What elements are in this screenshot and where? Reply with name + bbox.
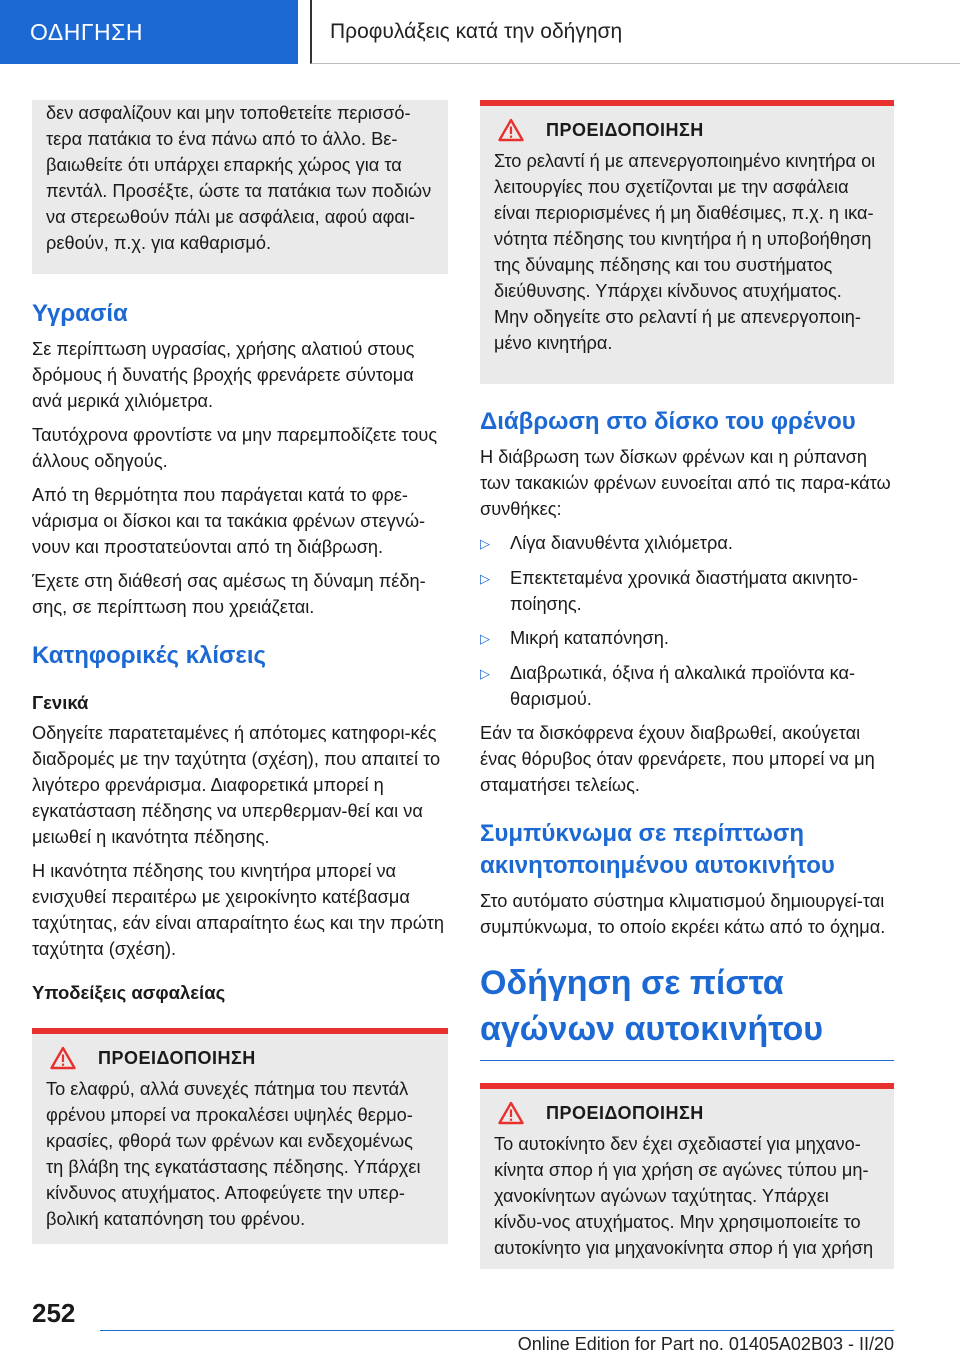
corrosion-paragraph-1: Η διάβρωση των δίσκων φρένων και η ρύπανση των τακακιών φρένων ευνοείται από τις παρα-κάτω συνθήκες: [480,447,891,519]
intro-note-text: δεν ασφαλίζουν και μην τοποθετείτε περισσό-τερα πατάκια το ένα πάνω από το άλλο. Βε-βαιωθείτε ότι υπάρχει επαρκής χώρος για τα πεντάλ. Προσέξτε, ώστε τα πατάκια των ποδιών να στερεωθούν πάλι με ασφάλεια, αφού αφαι-ρεθούν, π.χ. για καθαρισμό. [46,103,432,253]
condensation-paragraph: Στο αυτόματο σύστημα κλιματισμού δημιουργεί-ται συμπύκνωμα, το οποίο εκρέει κάτω από το όχημα. [480,891,886,937]
triangle-bullet-icon: ▷ [480,666,490,681]
warning-label: ΠΡΟΕΙΔΟΠΟΙΗΣΗ [98,1047,256,1068]
warning-label: ΠΡΟΕΙΔΟΠΟΙΗΣΗ [546,1102,704,1123]
list-item: ▷ Επεκτεταμένα χρονικά διαστήματα ακινητο-ποίησης. [480,565,894,617]
page-title: Προφυλάξεις κατά την οδήγηση [310,0,960,64]
left-column [32,100,448,1244]
racetrack-heading: Οδήγηση σε πίστα αγώνων αυτοκινήτου [480,964,824,1048]
triangle-bullet-icon: ▷ [480,536,490,551]
warning-triangle-icon [50,1046,76,1070]
general-paragraph-1: Οδηγείτε παρατεταμένες ή απότομες κατηφορι-κές διαδρομές με την ταχύτητα (σχέση), που απαιτεί το λιγότερο φρενάρισμα. Διαφορετικά μπορεί η εγκατάσταση πέδησης να υπερθερμαν-θεί και να μειωθεί η ικανότητα πέδησης. [32,723,441,847]
warning-text: Το ελαφρύ, αλλά συνεχές πάτημα του πεντάλ φρένου μπορεί να προκαλέσει υψηλές θερμο-κρασίες, φθορά των φρένων και ενδεχομένως τη βλάβη της εγκατάστασης πέδησης. Υπάρχει κίνδυνος ατυχήματος. Αποφεύγετε την υπερ-βολική καταπόνηση του φρένου. [46,1079,421,1229]
right-column [480,100,894,1269]
corrosion-heading: Διάβρωση στο δίσκο του φρένου [480,408,856,435]
humidity-paragraph-1: Σε περίπτωση υγρασίας, χρήσης αλατιού στους δρόμους ή δυνατής βροχής φρενάρετε σύντομα ανά μερικά χιλιόμετρα. [32,339,415,411]
warning-text: Στο ρελαντί ή με απενεργοποιημένο κινητήρα οι λειτουργίες που σχετίζονται με την ασφάλεια είναι περιορισμένες ή μη διαθέσιμες, π.χ. η ικα-νότητα πέδησης του κινητήρα ή η υποβοήθηση της δύναμης πέδησης και του συστήματος διεύθυνσης. Υπάρχει κίνδυνος ατυχήματος. Μην οδηγείτε στο ρελαντί ή με απενεργοποιη-μένο κινητήρα. [494,151,876,353]
warning-triangle-icon [498,118,524,142]
corrosion-conditions-list [480,530,894,712]
condensation-heading: Συμπύκνωμα σε περίπτωση ακινητοποιημένου αυτοκινήτου [480,820,835,879]
section-tab: ΟΔΗΓΗΣΗ [0,0,298,64]
triangle-bullet-icon: ▷ [480,631,490,646]
humidity-paragraph-3: Από τη θερμότητα που παράγεται κατά το φρε-νάρισμα οι δίσκοι και τα τακάκια φρένων στεγνώ-νουν και προστατεύονται από τη διάβρωση. [32,485,426,557]
humidity-heading: Υγρασία [32,300,128,327]
warning-label: ΠΡΟΕΙΔΟΠΟΙΗΣΗ [546,119,704,140]
downhill-heading: Κατηφορικές κλίσεις [32,642,266,669]
list-item: ▷ Λίγα διανυθέντα χιλιόμετρα. [480,530,894,557]
warning-triangle-icon [498,1101,524,1125]
warning-box-idle [480,100,894,384]
corrosion-paragraph-2: Εάν τα δισκόφρενα έχουν διαβρωθεί, ακούγεται ένας θόρυβος όταν φρενάρετε, που μπορεί να μη σταματήσει τελείως. [480,723,875,795]
warning-box-brakes [32,1028,448,1244]
warning-text: Το αυτοκίνητο δεν έχει σχεδιαστεί για μηχανο-κίνητα σπορ ή για χρήση σε αγώνες τύπου μη-χανοκίνητων αγώνων ταχύτητας. Υπάρχει κίνδυ-νος ατυχήματος. Μην χρησιμοποιείτε το αυτοκίνητο για μηχανοκίνητα σπορ ή για χρήση [494,1134,874,1258]
safety-subheading: Υποδείξεις ασφαλείας [32,982,226,1003]
triangle-bullet-icon: ▷ [480,571,490,586]
page-number: 252 [32,1298,76,1328]
list-item: ▷ Μικρή καταπόνηση. [480,625,894,652]
list-item: ▷ Διαβρωτικά, όξινα ή αλκαλικά προϊόντα κα-θαρισμού. [480,660,894,712]
warning-box-racetrack [480,1083,894,1269]
intro-note-box [32,100,448,274]
general-subheading: Γενικά [32,692,89,713]
racetrack-heading-block [480,960,894,1061]
humidity-paragraph-2: Ταυτόχρονα φροντίστε να μην παρεμποδίζετε τους άλλους οδηγούς. [32,425,438,471]
footer-divider [100,1330,894,1331]
humidity-paragraph-4: Έχετε στη διάθεσή σας αμέσως τη δύναμη πέδη-σης, σε περίπτωση που χρειάζεται. [32,571,426,617]
general-paragraph-2: Η ικανότητα πέδησης του κινητήρα μπορεί να ενισχυθεί περαιτέρω με χειροκίνητο κατέβασμα ταχύτητας, εάν είναι απαραίτητο έως και την πρώτη ταχύτητα (σχέση). [32,861,444,959]
edition-footer: Online Edition for Part no. 01405A02B03 - II/20 [517,1334,894,1354]
